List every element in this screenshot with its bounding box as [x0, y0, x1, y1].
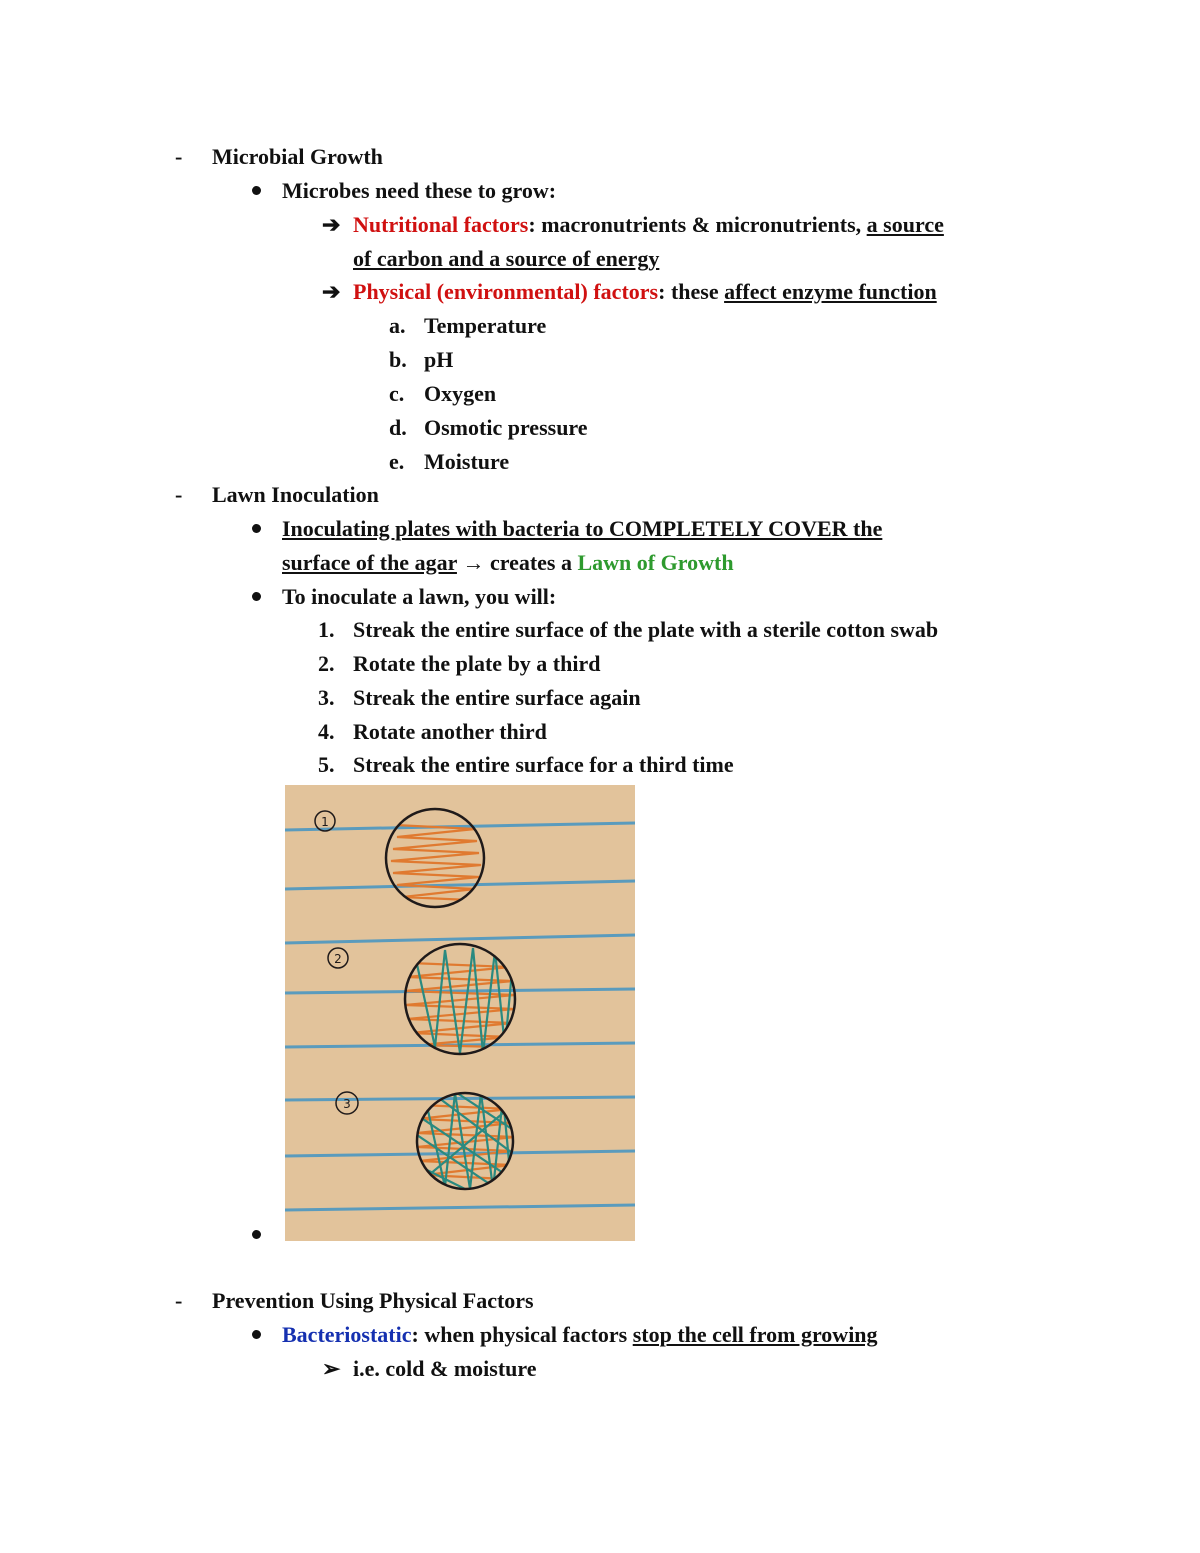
colon: :: [658, 279, 666, 304]
step-marker: 4.: [318, 719, 335, 744]
bullet-dot: [252, 524, 261, 533]
list-marker: b.: [389, 347, 407, 372]
list-marker: d.: [389, 415, 407, 440]
bullet-dot: [252, 186, 261, 195]
lawn-of-growth-term: Lawn of Growth: [577, 550, 734, 575]
arrowhead-icon: ➢: [322, 1356, 341, 1381]
list-item: Osmotic pressure: [424, 415, 588, 440]
heading-lawn-inoculation: Lawn Inoculation: [212, 482, 379, 507]
bullet-microbes-need: Microbes need these to grow:: [282, 178, 557, 203]
step-item: Streak the entire surface for a third time: [353, 752, 734, 777]
list-marker: e.: [389, 449, 405, 474]
bullet-dot: [252, 1230, 261, 1239]
section-dash: -: [175, 144, 183, 169]
plate-label: 2: [334, 952, 342, 966]
list-item: Moisture: [424, 449, 510, 474]
underlined-text: surface of the agar: [282, 550, 457, 575]
lawn-inoculation-sketch: [285, 785, 635, 1241]
physical-text: these: [665, 279, 725, 304]
list-item: Temperature: [424, 313, 547, 338]
list-item: Oxygen: [424, 381, 497, 406]
list-marker: c.: [389, 381, 405, 406]
underlined-text: affect enzyme function: [724, 279, 937, 304]
physical-factors-label: Physical (environmental) factors: [353, 279, 659, 304]
bacteriostatic-text: when physical factors: [418, 1322, 633, 1347]
step-marker: 2.: [318, 651, 335, 676]
plate-label: 1: [321, 815, 329, 829]
underlined-text: a source: [866, 212, 944, 237]
bullet-to-inoculate: To inoculate a lawn, you will:: [282, 584, 557, 609]
bacteriostatic-line: [282, 1320, 878, 1350]
step-marker: 3.: [318, 685, 335, 710]
list-marker: a.: [389, 313, 406, 338]
list-item: pH: [424, 347, 454, 372]
colon: :: [411, 1322, 419, 1347]
step-item: Streak the entire surface again: [353, 685, 641, 710]
bullet-dot: [252, 592, 261, 601]
section-dash: -: [175, 482, 183, 507]
physical-factors-line: [353, 277, 937, 307]
nutritional-factors-line: [353, 210, 944, 240]
lawn-definition-line1: Inoculating plates with bacteria to COMPLETELY COVER the: [282, 516, 883, 541]
step-item: Rotate the plate by a third: [353, 651, 601, 676]
heading-microbial-growth: Microbial Growth: [212, 144, 383, 169]
step-marker: 1.: [318, 617, 335, 642]
creates-text: → creates a: [456, 550, 578, 575]
underlined-text: stop the cell from growing: [632, 1322, 878, 1347]
nutritional-factors-label: Nutritional factors: [353, 212, 529, 237]
arrow-icon: ➔: [322, 279, 341, 304]
colon: :: [528, 212, 536, 237]
bullet-dot: [252, 1330, 261, 1339]
nutritional-factors-cont: of carbon and a source of energy: [353, 246, 660, 271]
section-dash: -: [175, 1288, 183, 1313]
lawn-definition-line2: [282, 548, 734, 578]
bacteriostatic-term: Bacteriostatic: [282, 1322, 412, 1347]
step-marker: 5.: [318, 752, 335, 777]
plate-label: 3: [343, 1097, 351, 1111]
example-cold-moisture: i.e. cold & moisture: [353, 1356, 537, 1381]
heading-prevention: Prevention Using Physical Factors: [212, 1288, 534, 1313]
step-item: Streak the entire surface of the plate with a sterile cotton swab: [353, 617, 939, 642]
step-item: Rotate another third: [353, 719, 547, 744]
nutritional-text: macronutrients & micronutrients,: [535, 212, 867, 237]
arrow-icon: ➔: [322, 212, 341, 237]
